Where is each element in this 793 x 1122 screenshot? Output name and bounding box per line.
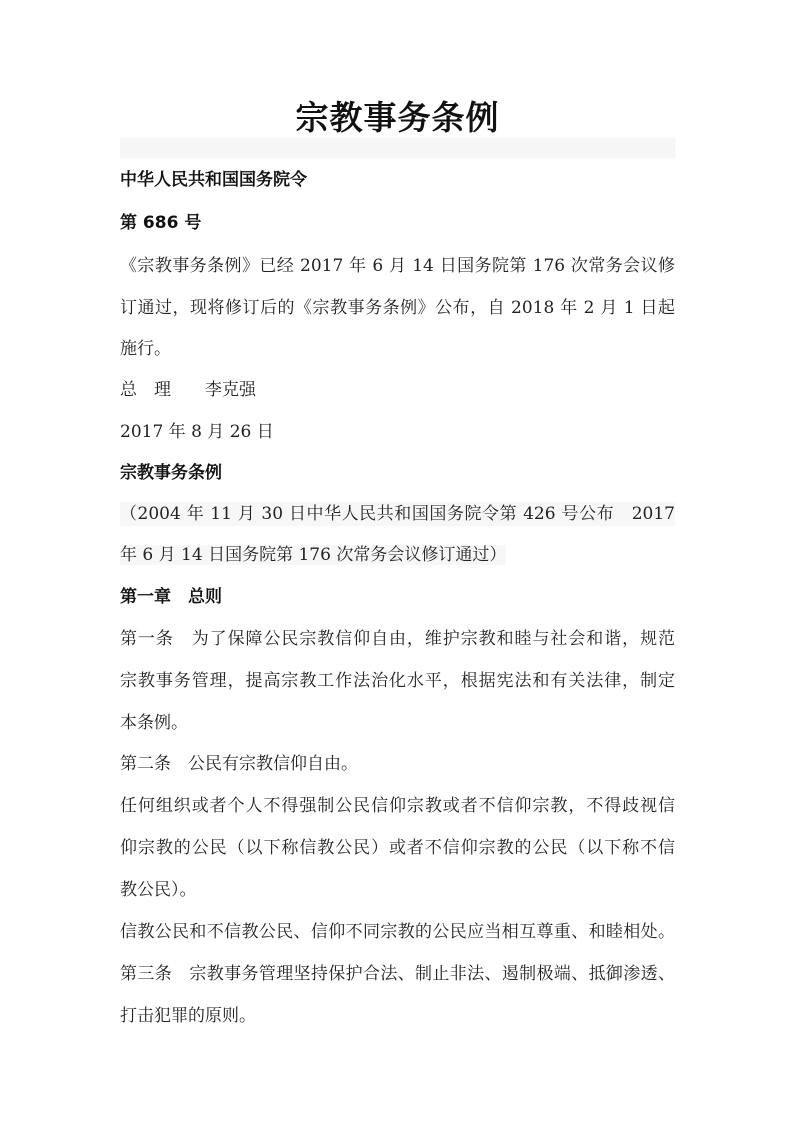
title-divider: [120, 138, 675, 158]
article-line: 第二条 公民有宗教信仰自由。: [120, 754, 358, 774]
article-line: 本条例。: [120, 713, 188, 733]
article-line: 第三条 宗教事务管理坚持保护合法、制止非法、遏制极端、抵御渗透、: [120, 964, 675, 984]
article-line: 仰宗教的公民（以下称信教公民）或者不信仰宗教的公民（以下称不信: [120, 838, 675, 858]
document-title: 宗教事务条例: [295, 98, 500, 137]
article-line: 信教公民和不信教公民、信仰不同宗教的公民应当相互尊重、和睦相处。: [120, 922, 675, 942]
premier-title: 总 理: [120, 380, 171, 400]
article-line: 任何组织或者个人不得强制公民信仰宗教或者不信仰宗教，不得歧视信: [120, 796, 675, 816]
article-line: 教公民）。: [120, 880, 197, 900]
premier-name: 李克强: [205, 380, 256, 400]
article-line: 第一条 为了保障公民宗教信仰自由，维护宗教和睦与社会和谐，规范: [120, 629, 675, 649]
premier-signature-line: [120, 378, 675, 402]
chapter-heading: 第一章 总则: [120, 587, 222, 607]
article-line: 打击犯罪的原则。: [120, 1006, 256, 1026]
order-issuer: 中华人民共和国国务院令: [120, 170, 307, 190]
preamble-line: 《宗教事务条例》已经 2017 年 6 月 14 日国务院第 176 次常务会议修: [120, 256, 675, 276]
article-line: 宗教事务管理，提高宗教工作法治化水平，根据宪法和有关法律，制定: [120, 671, 675, 691]
regulation-title: 宗教事务条例: [120, 463, 222, 483]
signing-date: 2017 年 8 月 26 日: [120, 422, 274, 442]
history-note-text: 年 6 月 14 日国务院第 176 次常务会议修订通过）: [120, 545, 507, 565]
preamble-line: 施行。: [120, 339, 171, 359]
order-number: 第 686 号: [120, 213, 202, 233]
preamble-line: 订通过，现将修订后的《宗教事务条例》公布，自 2018 年 2 月 1 日起: [120, 298, 675, 318]
history-note-line: （2004 年 11 月 30 日中华人民共和国国务院令第 426 号公布 2017: [120, 504, 675, 524]
history-note-line: [120, 543, 675, 567]
